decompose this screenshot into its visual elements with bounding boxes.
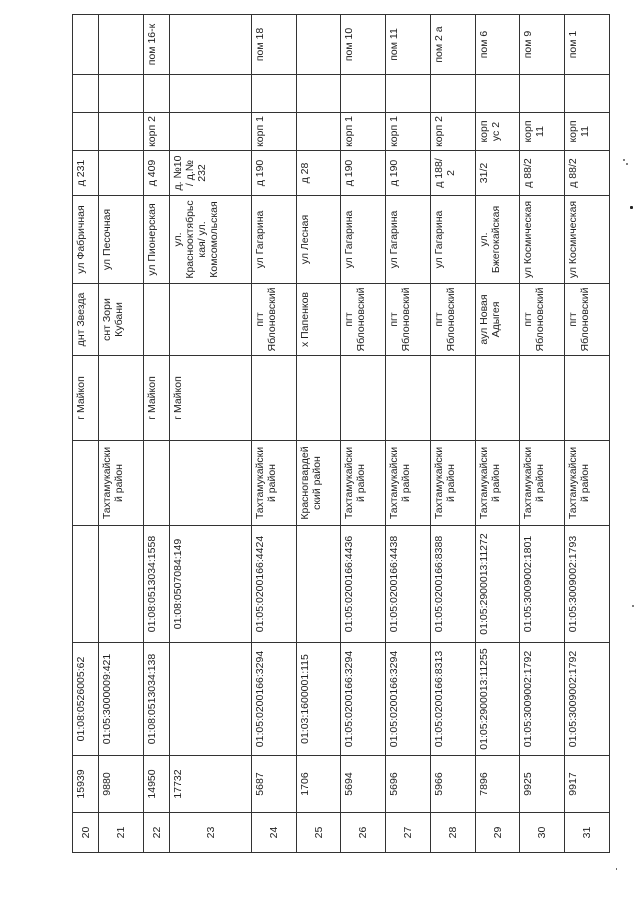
row-number-cell: 25 — [296, 813, 341, 853]
house-number-cell: д 231 — [73, 151, 99, 196]
property-register-table — [72, 14, 610, 853]
table-row — [170, 15, 252, 853]
district-cell: Тахтамукайский район — [99, 441, 144, 526]
cadastral-number-cell: 01:05:3000009:421 — [99, 643, 144, 756]
cadastral-number-cell: 01:05:2900013:11255 — [475, 643, 520, 756]
street-cell: ул Космическая — [565, 196, 610, 284]
register-table-body — [73, 15, 610, 853]
cadastral-number-cell: 01:05:3009002:1792 — [520, 643, 565, 756]
row-number-cell: 21 — [99, 813, 144, 853]
table-row — [296, 15, 341, 853]
room-cadastral-number-cell — [73, 526, 99, 643]
room-number-cell: пом 9 — [520, 15, 565, 75]
area-value-cell: 7896 — [475, 756, 520, 813]
building-number-cell — [99, 113, 144, 151]
city-cell — [296, 356, 341, 441]
cadastral-number-cell: 01:05:0200166:3294 — [386, 643, 431, 756]
table-row — [341, 15, 386, 853]
row-number-cell: 29 — [475, 813, 520, 853]
room-number-cell: пом 18 — [251, 15, 296, 75]
room-number-cell — [73, 15, 99, 75]
building-number-cell: корп 1 — [341, 113, 386, 151]
extra-cell — [520, 75, 565, 113]
area-value-cell: 15939 — [73, 756, 99, 813]
building-number-cell: корп 11 — [520, 113, 565, 151]
table-row — [99, 15, 144, 853]
building-number-cell: корп 2 — [143, 113, 169, 151]
area-value-cell: 5694 — [341, 756, 386, 813]
district-cell: Тахтамукайский район — [386, 441, 431, 526]
settlement-cell: пгт Яблоновский — [386, 284, 431, 356]
building-number-cell: корп ус 2 — [475, 113, 520, 151]
row-number-cell: 27 — [386, 813, 431, 853]
scan-speck — [632, 605, 634, 607]
building-number-cell — [296, 113, 341, 151]
area-value-cell: 5687 — [251, 756, 296, 813]
extra-cell — [99, 75, 144, 113]
area-value-cell: 5696 — [386, 756, 431, 813]
room-number-cell: пом 11 — [386, 15, 431, 75]
city-cell: г Майкоп — [73, 356, 99, 441]
room-cadastral-number-cell: 01:08:0513034:1558 — [143, 526, 169, 643]
settlement-cell: пгт Яблоновский — [430, 284, 475, 356]
district-cell: Тахтамукайский район — [251, 441, 296, 526]
city-cell — [386, 356, 431, 441]
settlement-cell: аул Новая Адыгея — [475, 284, 520, 356]
cadastral-number-cell: 01:05:0200166:3294 — [251, 643, 296, 756]
row-number-cell: 28 — [430, 813, 475, 853]
settlement-cell — [143, 284, 169, 356]
row-number-cell: 20 — [73, 813, 99, 853]
street-cell: ул. Краснооктябрьская/ ул. Комсомольская — [170, 196, 252, 284]
room-number-cell: пом 10 — [341, 15, 386, 75]
rotated-table-frame — [72, 15, 610, 853]
settlement-cell: днт Звезда — [73, 284, 99, 356]
district-cell: Тахтамукайский район — [430, 441, 475, 526]
room-number-cell — [170, 15, 252, 75]
district-cell: Тахтамукайский район — [475, 441, 520, 526]
street-cell: ул Песочная — [99, 196, 144, 284]
district-cell: Тахтамукайский район — [520, 441, 565, 526]
room-number-cell: пом 1 — [565, 15, 610, 75]
room-cadastral-number-cell: 01:05:0200166:4424 — [251, 526, 296, 643]
room-cadastral-number-cell — [296, 526, 341, 643]
street-cell: ул Гагарина — [430, 196, 475, 284]
house-number-cell: д 409 — [143, 151, 169, 196]
settlement-cell — [170, 284, 252, 356]
street-cell: ул Гагарина — [386, 196, 431, 284]
district-cell: Тахтамукайский район — [565, 441, 610, 526]
area-value-cell: 9925 — [520, 756, 565, 813]
area-value-cell: 1706 — [296, 756, 341, 813]
room-number-cell: пом 6 — [475, 15, 520, 75]
row-number-cell: 30 — [520, 813, 565, 853]
settlement-cell: пгт Яблоновский — [341, 284, 386, 356]
area-value-cell: 9917 — [565, 756, 610, 813]
room-cadastral-number-cell: 01:05:0200166:4438 — [386, 526, 431, 643]
row-number-cell: 23 — [170, 813, 252, 853]
street-cell: ул Пионерская — [143, 196, 169, 284]
table-row — [520, 15, 565, 853]
scan-speck — [630, 206, 633, 209]
cadastral-number-cell: 01:05:0200166:3294 — [341, 643, 386, 756]
settlement-cell: пгт Яблоновский — [251, 284, 296, 356]
city-cell: г Майкоп — [170, 356, 252, 441]
building-number-cell: корп 1 — [386, 113, 431, 151]
building-number-cell: корп 1 — [251, 113, 296, 151]
room-cadastral-number-cell: 01:05:3009002:1801 — [520, 526, 565, 643]
room-cadastral-number-cell: 01:05:3009002:1793 — [565, 526, 610, 643]
street-cell: ул. Бжегокайская — [475, 196, 520, 284]
city-cell — [430, 356, 475, 441]
settlement-cell: снт Зори Кубани — [99, 284, 144, 356]
house-number-cell: д 88/2 — [565, 151, 610, 196]
city-cell — [520, 356, 565, 441]
extra-cell — [565, 75, 610, 113]
table-row — [430, 15, 475, 853]
table-row — [386, 15, 431, 853]
city-cell — [341, 356, 386, 441]
room-cadastral-number-cell: 01:08:0507084:149 — [170, 526, 252, 643]
room-number-cell — [99, 15, 144, 75]
district-cell — [170, 441, 252, 526]
row-number-cell: 24 — [251, 813, 296, 853]
street-cell: ул Лесная — [296, 196, 341, 284]
room-number-cell: пом 16-к — [143, 15, 169, 75]
settlement-cell: пгт Яблоновский — [565, 284, 610, 356]
cadastral-number-cell: 01:08:0513034:138 — [143, 643, 169, 756]
city-cell — [565, 356, 610, 441]
building-number-cell — [170, 113, 252, 151]
extra-cell — [475, 75, 520, 113]
table-row — [475, 15, 520, 853]
table-row — [251, 15, 296, 853]
cadastral-number-cell: 01:08:0526005:62 — [73, 643, 99, 756]
extra-cell — [296, 75, 341, 113]
room-number-cell — [296, 15, 341, 75]
house-number-cell: 31/2 — [475, 151, 520, 196]
cadastral-number-cell — [170, 643, 252, 756]
room-number-cell: пом 2 а — [430, 15, 475, 75]
extra-cell — [143, 75, 169, 113]
row-number-cell: 22 — [143, 813, 169, 853]
room-cadastral-number-cell — [99, 526, 144, 643]
house-number-cell: д 190 — [386, 151, 431, 196]
house-number-cell: д 88/2 — [520, 151, 565, 196]
settlement-cell: пгт Яблоновский — [520, 284, 565, 356]
city-cell — [251, 356, 296, 441]
district-cell: Красногвардейский район — [296, 441, 341, 526]
row-number-cell: 26 — [341, 813, 386, 853]
house-number-cell: д 190 — [341, 151, 386, 196]
extra-cell — [251, 75, 296, 113]
house-number-cell: д. №10 / д.№ 232 — [170, 151, 252, 196]
extra-cell — [430, 75, 475, 113]
district-cell — [73, 441, 99, 526]
extra-cell — [386, 75, 431, 113]
area-value-cell: 5966 — [430, 756, 475, 813]
area-value-cell: 17732 — [170, 756, 252, 813]
area-value-cell: 9880 — [99, 756, 144, 813]
city-cell: г Майкоп — [143, 356, 169, 441]
row-number-cell: 31 — [565, 813, 610, 853]
extra-cell — [73, 75, 99, 113]
extra-cell — [341, 75, 386, 113]
table-row — [143, 15, 169, 853]
building-number-cell — [73, 113, 99, 151]
house-number-cell: д 188/ 2 — [430, 151, 475, 196]
street-cell: ул Фабричная — [73, 196, 99, 284]
street-cell: ул Космическая — [520, 196, 565, 284]
room-cadastral-number-cell: 01:05:2900013:11272 — [475, 526, 520, 643]
house-number-cell: д 28 — [296, 151, 341, 196]
building-number-cell: корп 2 — [430, 113, 475, 151]
extra-cell — [170, 75, 252, 113]
street-cell: ул Гагарина — [251, 196, 296, 284]
table-row — [565, 15, 610, 853]
scan-speck — [623, 159, 625, 161]
building-number-cell: корп 11 — [565, 113, 610, 151]
house-number-cell: д 190 — [251, 151, 296, 196]
settlement-cell: х Папенков — [296, 284, 341, 356]
rotated-table-wrapper — [72, 15, 610, 853]
street-cell: ул Гагарина — [341, 196, 386, 284]
room-cadastral-number-cell: 01:05:0200166:4436 — [341, 526, 386, 643]
scan-speck — [616, 868, 617, 870]
cadastral-number-cell: 01:03:1600001:115 — [296, 643, 341, 756]
city-cell — [475, 356, 520, 441]
cadastral-number-cell: 01:05:3009002:1792 — [565, 643, 610, 756]
district-cell: Тахтамукайский район — [341, 441, 386, 526]
room-cadastral-number-cell: 01:05:0200166:8388 — [430, 526, 475, 643]
district-cell — [143, 441, 169, 526]
city-cell — [99, 356, 144, 441]
house-number-cell — [99, 151, 144, 196]
area-value-cell: 14950 — [143, 756, 169, 813]
table-row — [73, 15, 99, 853]
cadastral-number-cell: 01:05:0200166:8313 — [430, 643, 475, 756]
scan-speck — [626, 163, 628, 165]
